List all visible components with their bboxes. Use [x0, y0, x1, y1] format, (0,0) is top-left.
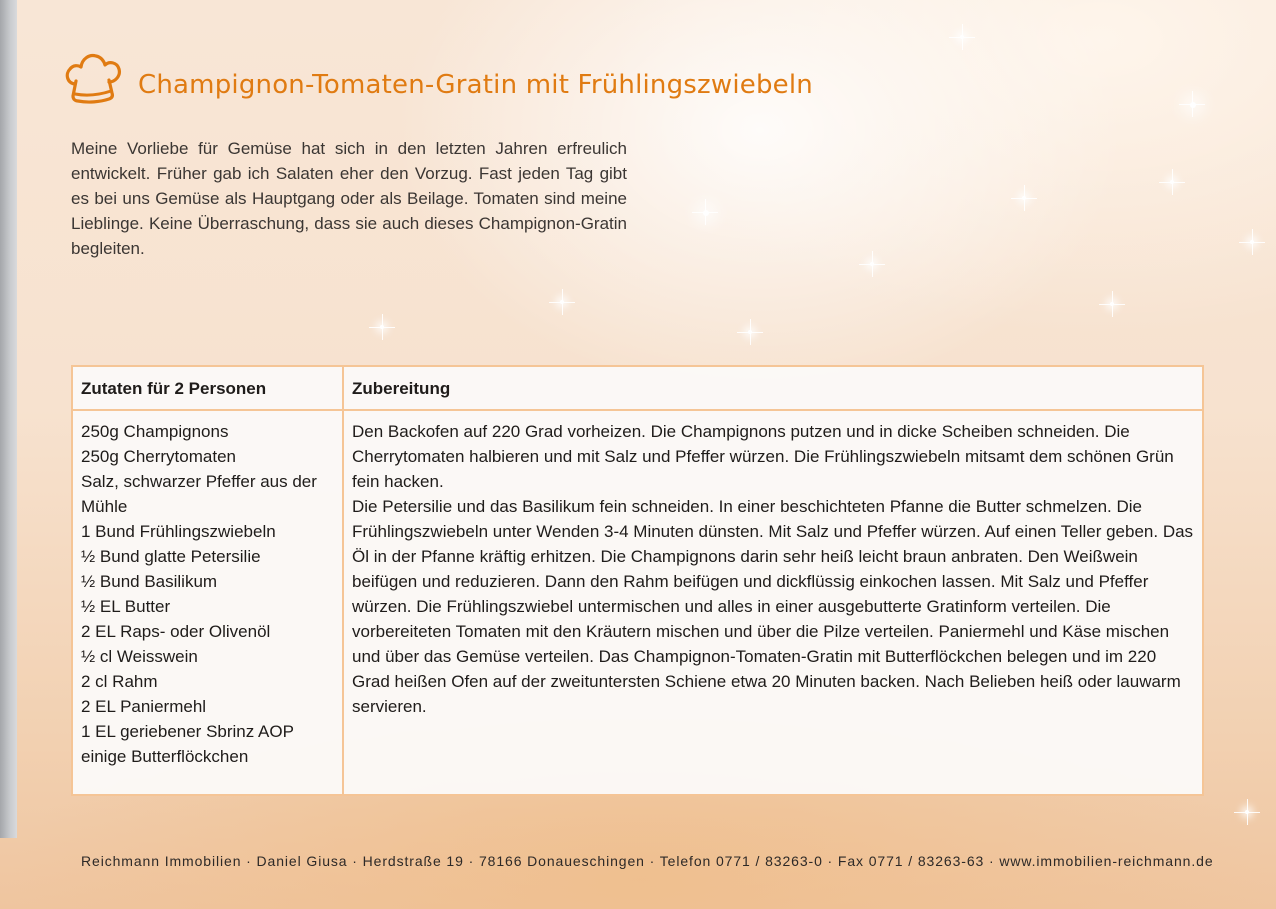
sparkle-decoration	[1245, 810, 1249, 814]
ingredient-item: 2 EL Paniermehl	[81, 697, 207, 716]
recipe-header	[64, 50, 924, 110]
recipe-title: Champignon-Tomaten-Gratin mit Frühlingszwiebeln	[138, 70, 813, 100]
ingredient-item: 1 Bund Frühlingszwiebeln	[81, 522, 276, 541]
ingredient-item: Salz, schwarzer Pfeffer aus der Mühle	[81, 472, 317, 516]
ingredient-item: 1 EL geriebener Sbrinz AOP	[81, 722, 294, 741]
sparkle-decoration	[1250, 240, 1254, 244]
sparkle-decoration	[703, 210, 709, 216]
page-edge-strip	[0, 0, 17, 838]
ingredient-item: 250g Champignons	[81, 422, 229, 441]
preparation-paragraph: Den Backofen auf 220 Grad vorheizen. Die Champignons putzen und in dicke Scheiben schneiden. Die Cherrytomaten halbieren und mit Salz und Pfeffer würzen. Die Frühlingszwiebeln mitsamt dem schönen Grün fein hacken.	[352, 422, 1174, 491]
ingredients-list	[81, 419, 334, 769]
recipe-table	[71, 365, 1204, 796]
ingredient-item: ½ cl Weisswein	[81, 647, 198, 666]
ingredients-header: Zutaten für 2 Personen	[72, 366, 343, 410]
ingredient-item: einige Butterflöckchen	[81, 747, 249, 766]
ingredient-item: 2 cl Rahm	[81, 672, 158, 691]
preparation-cell	[343, 410, 1203, 795]
ingredient-item: 2 EL Raps- oder Olivenöl	[81, 622, 271, 641]
sparkle-decoration	[560, 300, 564, 304]
ingredient-item: ½ EL Butter	[81, 597, 171, 616]
preparation-paragraph: Die Petersilie und das Basilikum fein schneiden. In einer beschichteten Pfanne die Butter schmelzen. Die Frühlingszwiebeln unter Wenden 3-4 Minuten dünsten. Mit Salz und Pfeffer würzen. Auf einen Teller geben. Das Öl in der Pfanne kräftig erhitzen. Die Champignons darin sehr heiß leicht braun anbraten. Den Weißwein beifügen und reduzieren. Dann den Rahm beifügen und dickflüssig einkochen lassen. Mit Salz und Pfeffer würzen. Die Frühlingszwiebel untermischen und alles in einer ausgebutterte Gratinform verteilen. Die vorbereiteten Tomaten mit den Kräutern mischen und über die Pilze verteilen. Paniermehl und Käse mischen und über das Gemüse verteilen. Das Champignon-Tomaten-Gratin mit Butterflöckchen belegen und im 220 Grad heißen Ofen auf der zweituntersten Schiene etwa 20 Minuten backen. Nach Belieben heiß oder lauwarm servieren.	[352, 497, 1194, 716]
table-header-row	[72, 366, 1203, 410]
sparkle-decoration	[748, 330, 752, 334]
sparkle-decoration	[380, 325, 384, 329]
sparkle-decoration	[870, 262, 874, 266]
intro-paragraph: Meine Vorliebe für Gemüse hat sich in den letzten Jahren erfreulich entwickelt. Früher gab ich Salaten eher den Vorzug. Fast jeden Tag gibt es bei uns Gemüse als Hauptgang oder als Beilage. Tomaten sind meine Lieblinge. Keine Überraschung, dass sie auch dieses Champignon-Gratin begleiten.	[71, 139, 627, 258]
ingredients-cell	[72, 410, 343, 795]
footer-contact-line: Reichmann Immobilien · Daniel Giusa · Herdstraße 19 · 78166 Donaueschingen · Telefon 0771 / 83263-0 · Fax 0771 / 83263-63 · www.immobilien-reichmann.de	[81, 853, 1214, 869]
chef-hat-icon	[64, 50, 122, 108]
ingredient-item: 250g Cherrytomaten	[81, 447, 236, 466]
sparkle-decoration	[1190, 102, 1196, 108]
sparkle-decoration	[960, 35, 964, 39]
sparkle-decoration	[1022, 196, 1026, 200]
table-body-row	[72, 410, 1203, 795]
ingredient-item: ½ Bund glatte Petersilie	[81, 547, 261, 566]
preparation-header: Zubereitung	[343, 366, 1203, 410]
sparkle-decoration	[1110, 302, 1114, 306]
sparkle-decoration	[1170, 180, 1174, 184]
ingredient-item: ½ Bund Basilikum	[81, 572, 218, 591]
